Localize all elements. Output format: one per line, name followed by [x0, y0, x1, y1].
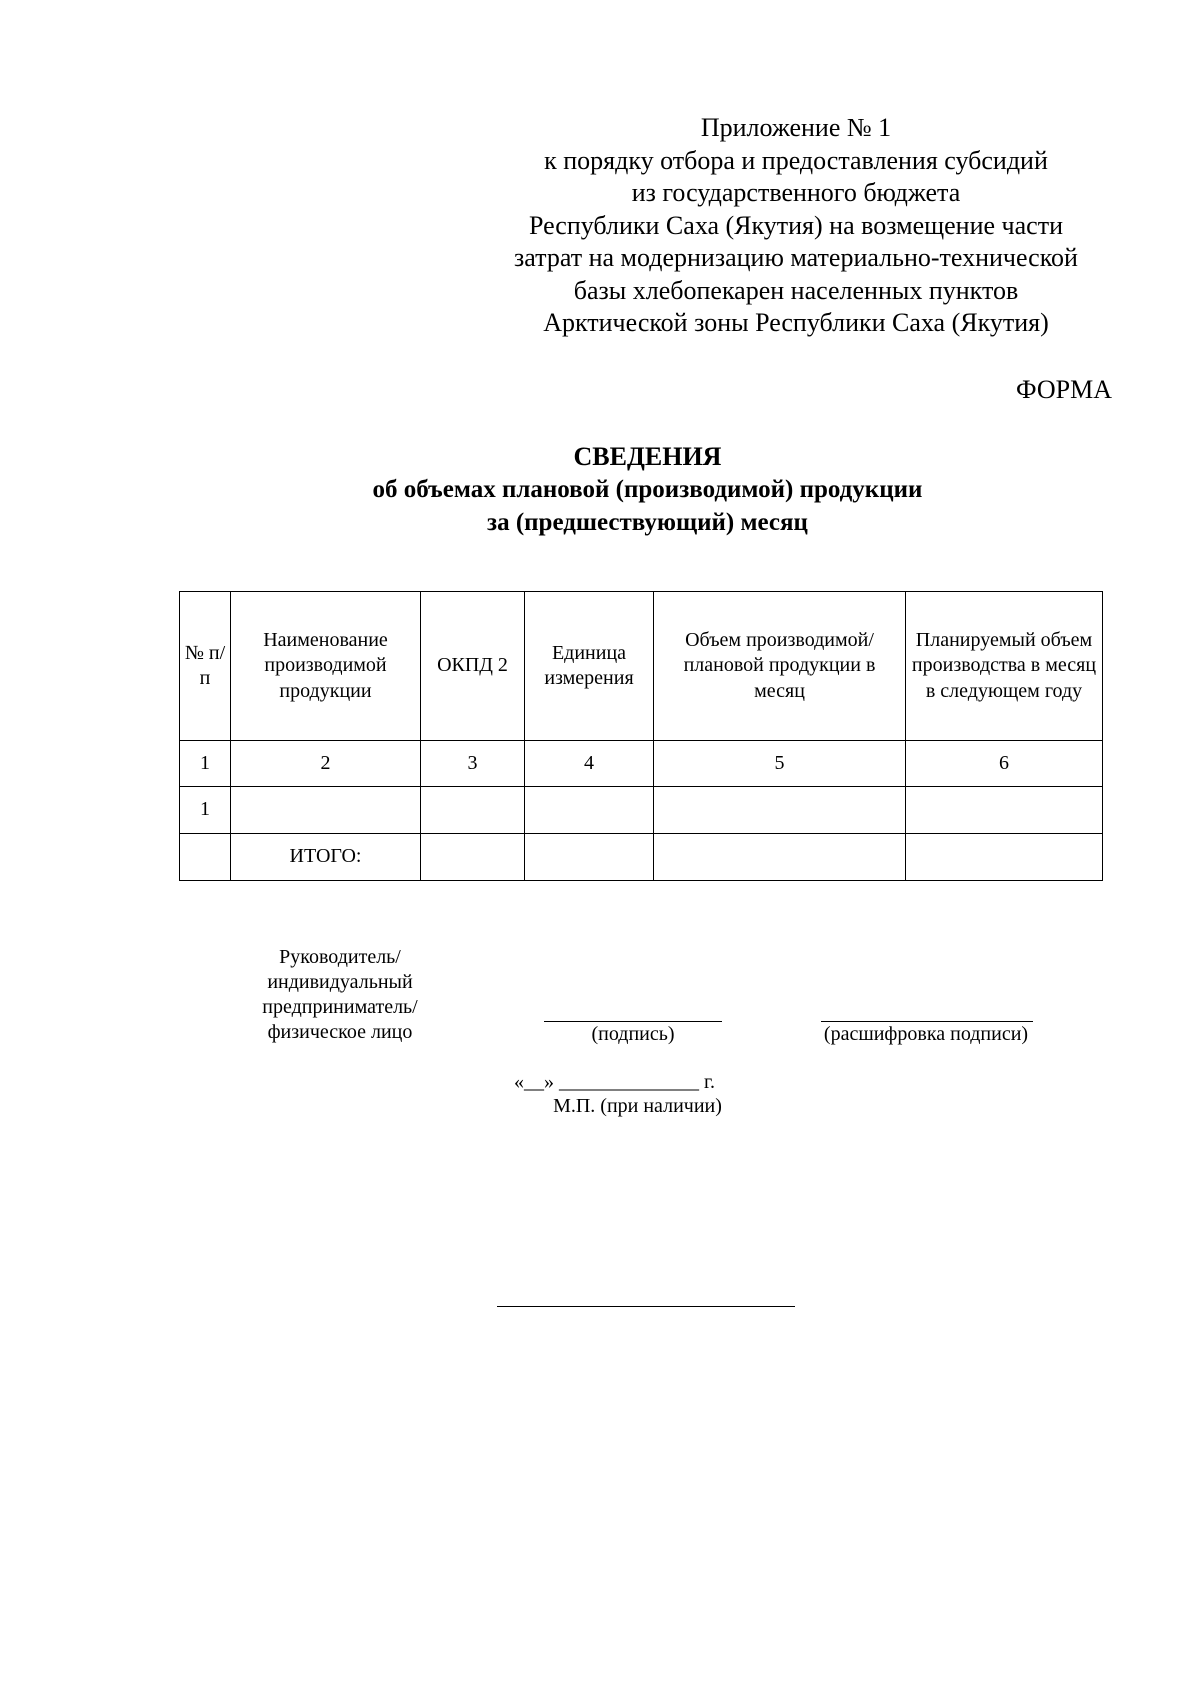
appendix-line: Республики Саха (Якутия) на возмещение части — [529, 210, 1063, 240]
document-subtitle-period: за (предшествующий) месяц — [487, 509, 808, 536]
total-cell — [525, 834, 654, 881]
signature-decoding-caption: (расшифровка подписи) — [823, 1023, 1029, 1045]
header-cell-product-name: Наименование производимой продукции — [231, 592, 421, 741]
table-cell: 1 — [180, 787, 231, 834]
total-cell — [906, 834, 1103, 881]
table-row — [180, 787, 1103, 834]
appendix-line: затрат на модернизацию материально-технической — [514, 243, 1078, 272]
total-row — [180, 834, 1103, 881]
appendix-line: из государственного бюджета — [631, 178, 961, 207]
signer-role-line: индивидуальный — [267, 971, 413, 993]
column-number-cell: 4 — [525, 741, 654, 787]
table-cell — [231, 787, 421, 834]
document-heading — [180, 440, 1115, 539]
stamp-note: М.П. (при наличии) — [553, 1095, 722, 1117]
production-table — [179, 591, 1103, 881]
header-cell-volume: Объем производимой/плановой продукции в месяц — [654, 592, 906, 741]
table-header-row — [180, 592, 1103, 741]
column-number-cell: 1 — [180, 741, 231, 787]
table-cell — [906, 787, 1103, 834]
end-rule — [497, 1306, 795, 1307]
header-cell-number: № п/п — [180, 592, 231, 741]
appendix-line: Приложение № 1 — [700, 113, 892, 142]
signature-caption: (подпись) — [591, 1023, 675, 1045]
total-cell — [180, 834, 231, 881]
document-title: СВЕДЕНИЯ — [573, 442, 722, 471]
total-cell — [654, 834, 906, 881]
document-subtitle: об объемах плановой (производимой) продукции — [372, 476, 923, 503]
signer-role-line: Руководитель/ — [279, 946, 401, 968]
table-cell — [654, 787, 906, 834]
total-cell — [421, 834, 525, 881]
table-cell — [421, 787, 525, 834]
header-cell-unit: Единица измерения — [525, 592, 654, 741]
date-field[interactable]: «__» ______________ г. — [514, 1071, 715, 1093]
signer-role-line: предприниматель/ — [262, 996, 418, 1018]
appendix-line: базы хлебопекарен населенных пунктов — [573, 275, 1019, 305]
signer-role-line: физическое лицо — [267, 1021, 413, 1043]
signer-role — [240, 945, 440, 1045]
appendix-block — [466, 112, 1126, 340]
column-number-cell: 5 — [654, 741, 906, 787]
column-number-row — [180, 741, 1103, 787]
appendix-line: к порядку отбора и предоставления субсидий — [544, 145, 1048, 175]
header-cell-planned-volume: Планируемый объем производства в месяц в следующем году — [906, 592, 1103, 741]
column-number-cell: 2 — [231, 741, 421, 787]
column-number-cell: 3 — [421, 741, 525, 787]
table-cell — [525, 787, 654, 834]
column-number-cell: 6 — [906, 741, 1103, 787]
total-label: ИТОГО: — [231, 834, 421, 881]
header-cell-okpd: ОКПД 2 — [421, 592, 525, 741]
form-label: ФОРМА — [1016, 375, 1112, 404]
appendix-line: Арктической зоны Республики Саха (Якутия) — [543, 308, 1049, 337]
